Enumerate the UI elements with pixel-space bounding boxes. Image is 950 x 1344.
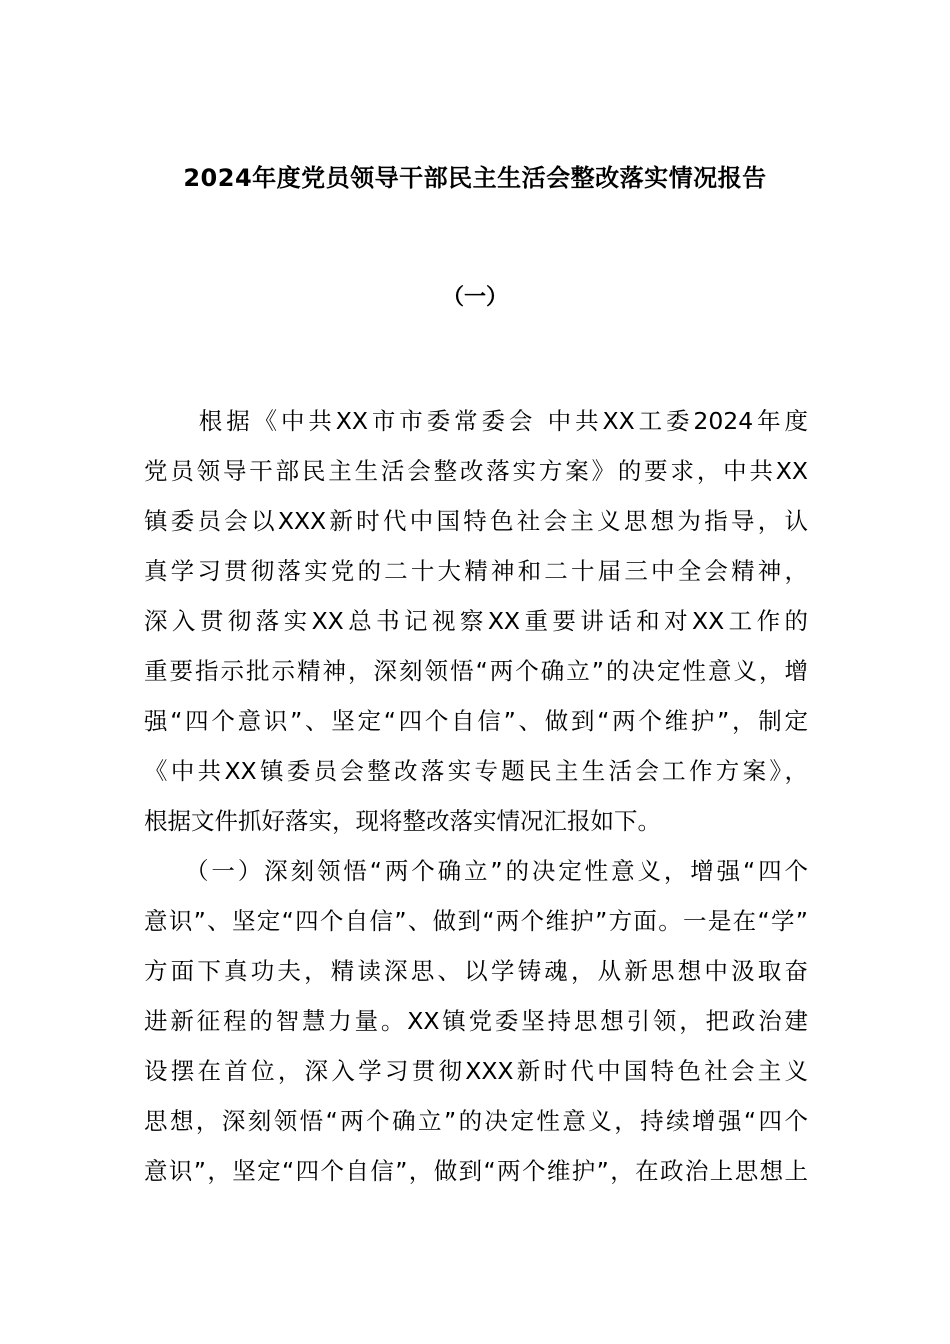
text-line: 重要指示批示精神，深刻领悟“两个确立”的决定性意义，增 xyxy=(144,657,808,685)
text-line: 思想，深刻领悟“两个确立”的决定性意义，持续增强“四个 xyxy=(144,1107,808,1135)
text-line: 深入贯彻落实XX总书记视察XX重要讲话和对XX工作的 xyxy=(144,607,808,635)
paragraph-1 xyxy=(144,396,808,846)
section-heading: （一） xyxy=(441,285,508,310)
document-body xyxy=(144,396,808,1196)
text-line: （一）深刻领悟“两个确立”的决定性意义，增强“四个 xyxy=(144,857,808,885)
text-line: 《中共XX镇委员会整改落实专题民主生活会工作方案》， xyxy=(144,757,808,785)
text-line: 强“四个意识”、坚定“四个自信”、做到“两个维护”，制定 xyxy=(144,707,808,735)
text-line: 根据文件抓好落实，现将整改落实情况汇报如下。 xyxy=(144,807,661,835)
text-line: 意识”、坚定“四个自信”、做到“两个维护”方面。一是在“学” xyxy=(144,907,808,935)
text-line: 意识”，坚定“四个自信”，做到“两个维护”，在政治上思想上 xyxy=(144,1157,808,1185)
text-line: 根据《中共XX市市委常委会 中共XX工委2024年度 xyxy=(144,407,808,435)
text-line: 镇委员会以XXX新时代中国特色社会主义思想为指导，认 xyxy=(144,507,808,535)
text-line: 设摆在首位，深入学习贯彻XXX新时代中国特色社会主义 xyxy=(144,1057,808,1085)
document-title: 2024年度党员领导干部民主生活会整改落实情况报告 xyxy=(183,164,767,192)
text-line: 真学习贯彻落实党的二十大精神和二十届三中全会精神， xyxy=(144,557,808,585)
text-line: 进新征程的智慧力量。XX镇党委坚持思想引领，把政治建 xyxy=(144,1007,808,1035)
text-line: 党员领导干部民主生活会整改落实方案》的要求，中共XX xyxy=(144,457,808,485)
paragraph-2 xyxy=(144,846,808,1196)
text-line: 方面下真功夫，精读深思、以学铸魂，从新思想中汲取奋 xyxy=(144,957,808,985)
